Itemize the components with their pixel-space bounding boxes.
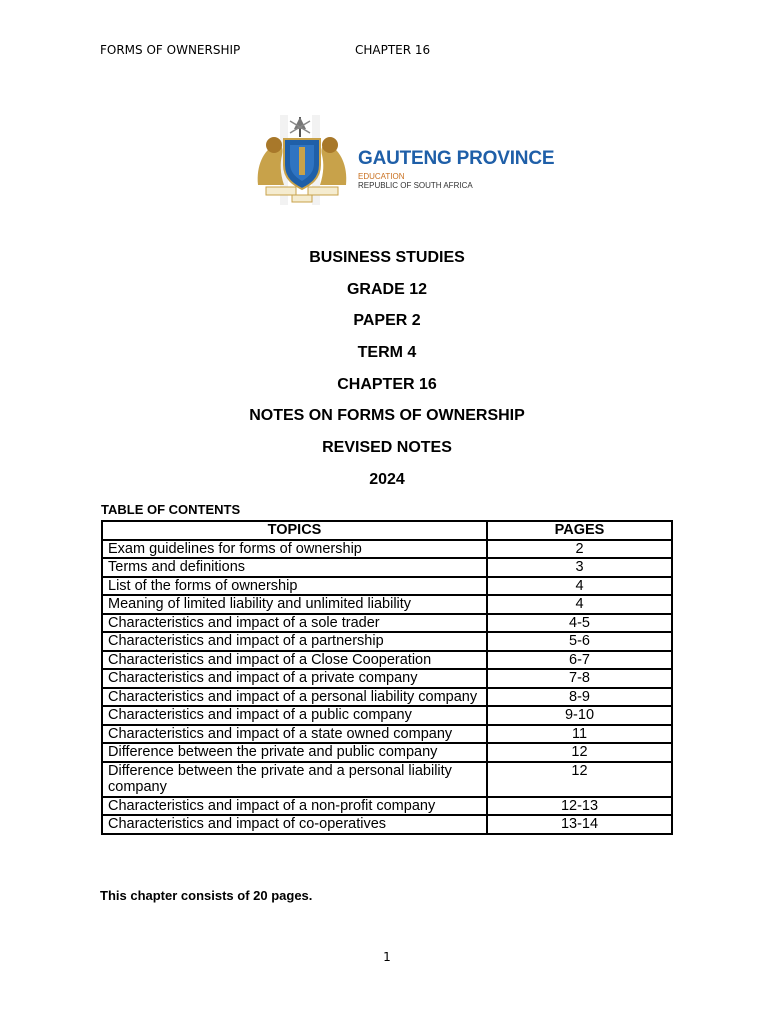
table-row (102, 669, 672, 688)
toc-pages: 7-8 (487, 669, 672, 688)
title-grade: GRADE 12 (346, 280, 428, 298)
title-year: 2024 (369, 470, 405, 488)
chapter-length-note: This chapter consists of 20 pages. (100, 888, 313, 903)
toc-topic: Exam guidelines for forms of ownership (102, 540, 487, 559)
toc-topic: Characteristics and impact of a sole trader (102, 614, 487, 633)
table-row (102, 815, 672, 834)
title-subject: BUSINESS STUDIES (309, 249, 465, 266)
toc-pages: 5-6 (487, 632, 672, 651)
toc-header-pages: PAGES (487, 521, 672, 540)
toc-pages: 11 (487, 725, 672, 744)
table-row (102, 725, 672, 744)
toc-pages: 12-13 (487, 797, 672, 816)
toc-topic: Characteristics and impact of a private company (102, 669, 487, 688)
toc-pages: 12 (487, 743, 672, 762)
toc-pages: 6-7 (487, 651, 672, 670)
toc-topic: Characteristics and impact of co-operatives (102, 815, 487, 834)
logo-title: GAUTENG PROVINCE (358, 148, 555, 169)
document-titles (0, 248, 768, 502)
title-chapter: CHAPTER 16 (337, 375, 437, 393)
toc-topic: Characteristics and impact of a state owned company (102, 725, 487, 744)
toc-header-topics: TOPICS (102, 521, 487, 540)
table-row (102, 797, 672, 816)
toc-pages: 3 (487, 558, 672, 577)
title-topic: NOTES ON FORMS OF OWNERSHIP (249, 407, 525, 425)
toc-topic: Characteristics and impact of a partnership (102, 632, 487, 651)
toc-topic: Terms and definitions (102, 558, 487, 577)
gauteng-logo (250, 115, 555, 205)
logo-subtitle-country: REPUBLIC OF SOUTH AFRICA (358, 181, 473, 190)
toc-label: TABLE OF CONTENTS (101, 502, 241, 517)
toc-pages: 2 (487, 540, 672, 559)
table-row (102, 632, 672, 651)
toc-pages: 13-14 (487, 815, 672, 834)
toc-topic: Characteristics and impact of a non-profit company (102, 797, 487, 816)
table-row (102, 577, 672, 596)
toc-pages: 4-5 (487, 614, 672, 633)
table-row (102, 706, 672, 725)
table-row (102, 762, 672, 797)
coat-of-arms-icon (250, 115, 354, 205)
toc-topic: Difference between the private and a personal liability company (102, 762, 487, 797)
toc-topic: Characteristics and impact of a Close Cooperation (102, 651, 487, 670)
toc-pages: 12 (487, 762, 672, 797)
logo-text (358, 149, 554, 191)
logo-subtitle-education: EDUCATION (358, 172, 405, 181)
toc-table (101, 520, 673, 835)
title-revision: REVISED NOTES (322, 439, 452, 457)
table-row (102, 614, 672, 633)
toc-header-row (102, 521, 672, 540)
toc-topic: Characteristics and impact of a personal liability company (102, 688, 487, 707)
title-paper: PAPER 2 (353, 312, 421, 330)
toc-topic: Meaning of limited liability and unlimited liability (102, 595, 487, 614)
toc-pages: 4 (487, 577, 672, 596)
toc-pages: 8-9 (487, 688, 672, 707)
toc-topic: Characteristics and impact of a public company (102, 706, 487, 725)
table-row (102, 540, 672, 559)
table-row (102, 743, 672, 762)
table-row (102, 558, 672, 577)
toc-pages: 9-10 (487, 706, 672, 725)
table-row (102, 595, 672, 614)
table-row (102, 651, 672, 670)
title-term: TERM 4 (357, 344, 417, 362)
toc-pages: 4 (487, 595, 672, 614)
header-right-text: CHAPTER 16 (355, 43, 431, 57)
page-number: 1 (383, 950, 391, 964)
toc-topic: Difference between the private and public company (102, 743, 487, 762)
toc-topic: List of the forms of ownership (102, 577, 487, 596)
header-left-text: FORMS OF OWNERSHIP (100, 43, 241, 57)
table-row (102, 688, 672, 707)
